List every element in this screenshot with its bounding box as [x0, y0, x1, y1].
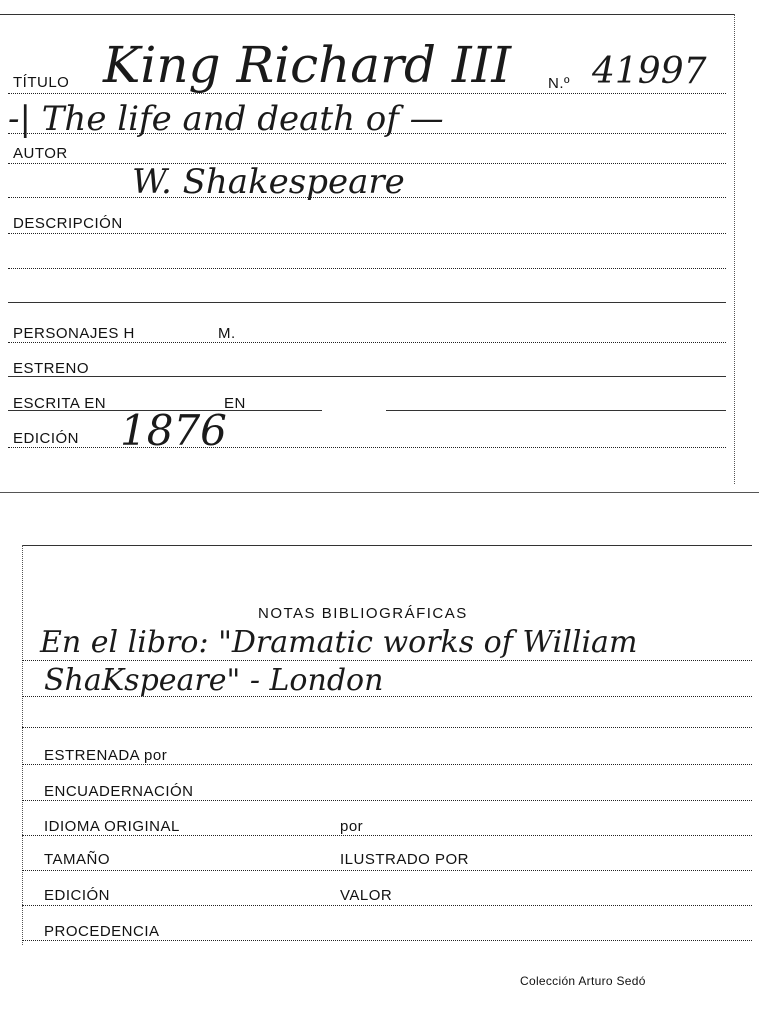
escrita-line-right: [386, 410, 726, 411]
numero-value: 41997: [592, 51, 707, 92]
notas-line-2-rule: [22, 696, 752, 697]
titulo-cont-line: [8, 133, 726, 134]
idioma-label: IDIOMA ORIGINAL: [44, 818, 180, 835]
descripcion-line-3: [8, 302, 726, 303]
valor-label: VALOR: [340, 887, 393, 904]
autor-value: W. Shakespeare: [132, 162, 405, 202]
numero-label: N.º: [548, 75, 570, 92]
notas-line-2: ShaKspeare" - London: [44, 663, 384, 698]
top-card: [0, 0, 759, 492]
estreno-line: [8, 376, 726, 377]
notas-line-3-rule: [22, 727, 752, 728]
por-label: por: [340, 818, 364, 835]
estrenada-label: ESTRENADA por: [44, 747, 168, 764]
titulo-value: King Richard III: [103, 36, 512, 94]
edicion-value: 1876: [120, 406, 227, 455]
en-label: EN: [224, 395, 246, 412]
titulo-continuation: -| The life and death of —: [8, 99, 444, 139]
coleccion-label: Colección Arturo Sedó: [520, 974, 646, 988]
estreno-label: ESTRENO: [13, 360, 90, 377]
notas-line-1: En el libro: "Dramatic works of William: [40, 625, 638, 660]
procedencia-line: [22, 940, 752, 941]
bottom-edicion-label: EDICIÓN: [44, 887, 111, 904]
descripcion-line-1: [8, 233, 726, 234]
edicion-line-bottom: [22, 905, 752, 906]
bottom-card: [0, 540, 759, 1028]
encuadernacion-label: ENCUADERNACIÓN: [44, 783, 194, 800]
personajes-line: [8, 342, 726, 343]
m-label: M.: [218, 325, 236, 342]
notas-line-1-rule: [22, 660, 752, 661]
ilustrado-label: ILUSTRADO POR: [340, 851, 470, 868]
escrita-label: ESCRITA EN: [13, 395, 107, 412]
autor-line-2: [8, 197, 726, 198]
personajes-label: PERSONAJES H: [13, 325, 135, 342]
card-separator: [0, 492, 759, 493]
descripcion-label: DESCRIPCIÓN: [13, 215, 123, 232]
bottom-card-left-border: [22, 545, 23, 945]
top-card-top-border: [0, 14, 735, 15]
edicion-label: EDICIÓN: [13, 430, 80, 447]
encuadernacion-line: [22, 800, 752, 801]
top-card-right-border: [734, 14, 735, 484]
titulo-line: [8, 93, 726, 94]
tamano-line: [22, 870, 752, 871]
autor-label: AUTOR: [13, 145, 68, 162]
titulo-label: TÍTULO: [13, 74, 70, 91]
idioma-line: [22, 835, 752, 836]
descripcion-line-2: [8, 268, 726, 269]
estrenada-line: [22, 764, 752, 765]
procedencia-label: PROCEDENCIA: [44, 923, 160, 940]
bottom-card-top-border: [22, 545, 752, 546]
edicion-line: [8, 447, 726, 448]
tamano-label: TAMAÑO: [44, 851, 111, 868]
notas-label: NOTAS BIBLIOGRÁFICAS: [258, 605, 468, 622]
